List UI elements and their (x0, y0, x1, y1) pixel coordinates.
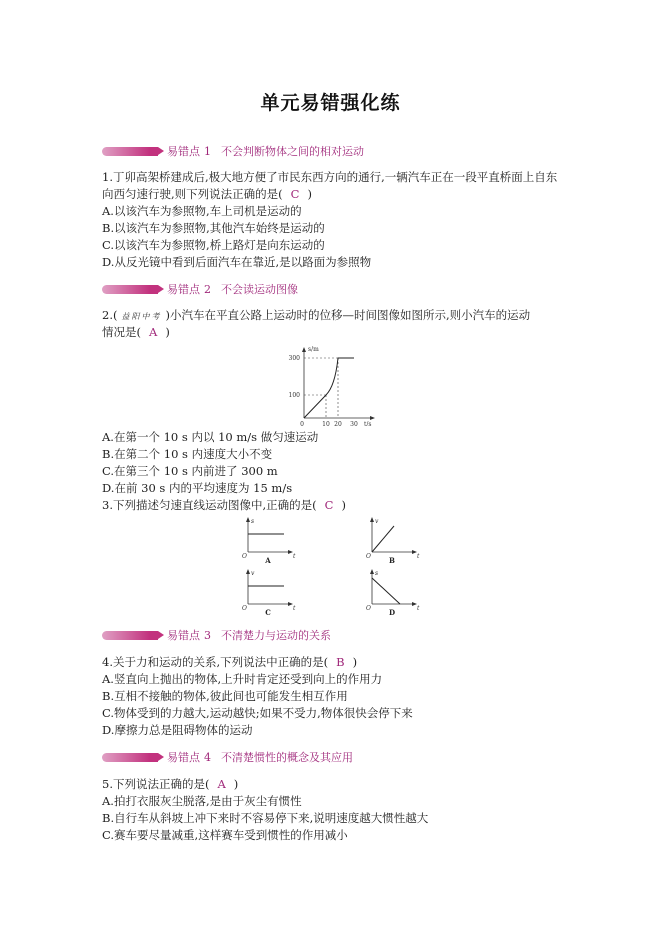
option-b: B.在第二个 10 s 内速度大小不变 (102, 447, 273, 461)
option-a: A.以该汽车为参照物,车上司机是运动的 (102, 204, 302, 218)
x-tick-label: 20 (334, 421, 342, 426)
x-axis-label: t (417, 553, 420, 560)
x-axis-label: t (293, 605, 296, 612)
x-axis-label: t/s (364, 421, 372, 426)
section-header-2 (102, 281, 298, 297)
question-1-stem-cont: 向西匀速行驶,则下列说法正确的是( C ) (102, 187, 312, 201)
y-axis-label: s/m (308, 346, 319, 353)
y-tick-label: 100 (288, 392, 300, 399)
graph-letter: D (388, 608, 396, 616)
question-5-stem: 5.下列说法正确的是( A ) (102, 777, 239, 791)
section-tag-decoration (102, 753, 158, 762)
section-tag-decoration (102, 285, 158, 294)
source-label: 益阳中考 (121, 312, 162, 321)
section-tag-decoration (102, 631, 158, 640)
origin-label: O (242, 553, 247, 560)
answer-mark: C (290, 187, 300, 201)
graph-line (372, 526, 394, 552)
option-a: A.在第一个 10 s 内以 10 m/s 做匀速运动 (102, 430, 319, 444)
section-title: 易错点 3 不清楚力与运动的关系 (167, 629, 331, 642)
y-axis-arrow (302, 347, 306, 352)
option-d-graph (362, 566, 422, 616)
option-b-graph (362, 514, 422, 564)
answer-mark: B (336, 655, 345, 669)
origin-label: O (242, 605, 247, 612)
origin-label: O (366, 553, 371, 560)
section-tag-decoration (102, 147, 158, 156)
graph-line (372, 578, 400, 604)
origin-label: O (366, 605, 371, 612)
answer-mark: A (149, 325, 158, 339)
option-b: B.以该汽车为参照物,其他汽车始终是运动的 (102, 221, 325, 235)
option-d: D.摩擦力总是阻碍物体的运动 (102, 723, 253, 737)
section-header-4 (102, 749, 353, 765)
answer-mark: A (217, 777, 226, 791)
option-d: D.在前 30 s 内的平均速度为 15 m/s (102, 481, 293, 495)
x-axis-arrow (370, 416, 375, 420)
page-title: 单元易错强化练 (260, 92, 401, 114)
option-b: B.互相不接触的物体,彼此间也可能发生相互作用 (102, 689, 348, 703)
option-a-graph (238, 514, 298, 564)
section-header-3 (102, 627, 331, 643)
displacement-time-graph (280, 342, 380, 426)
s-t-curve (304, 358, 354, 418)
x-axis-label: t (417, 605, 420, 612)
x-axis-label: t (293, 553, 296, 560)
x-tick-label: 10 (322, 421, 330, 426)
option-a: A.竖直向上抛出的物体,上升时肯定还受到向上的作用力 (102, 672, 383, 686)
question-2-stem-cont: 情况是( A ) (102, 325, 170, 339)
section-title: 易错点 1 不会判断物体之间的相对运动 (167, 145, 364, 158)
y-tick-label: 300 (288, 355, 300, 362)
option-d: D.从反光镜中看到后面汽车在靠近,是以路面为参照物 (102, 255, 372, 269)
y-axis-label: v (251, 570, 255, 577)
option-c: C.物体受到的力越大,运动越快;如果不受力,物体很快会停下来 (102, 706, 413, 720)
x-tick-label: 30 (350, 421, 358, 426)
y-axis-arrow (246, 569, 250, 574)
option-c: C.在第三个 10 s 内前进了 300 m (102, 464, 278, 478)
y-axis-arrow (370, 517, 374, 522)
option-a: A.拍打衣服灰尘脱落,是由于灰尘有惯性 (102, 794, 302, 808)
answer-mark: C (324, 498, 334, 512)
section-header-1 (102, 143, 364, 159)
option-b: B.自行车从斜坡上冲下来时不容易停下来,说明速度越大惯性越大 (102, 811, 429, 825)
graph-letter: C (265, 608, 271, 616)
question-2-stem: 2.( 益阳中考 )小汽车在平直公路上运动时的位移—时间图像如图所示,则小汽车的运动 (102, 308, 531, 322)
y-axis-label: s (375, 570, 379, 577)
y-axis-label: s (251, 518, 255, 525)
option-c-graph (238, 566, 298, 616)
graph-letter: B (389, 556, 395, 564)
section-title: 易错点 2 不会读运动图像 (167, 283, 298, 296)
y-axis-arrow (246, 517, 250, 522)
y-axis-arrow (370, 569, 374, 574)
section-title: 易错点 4 不清楚惯性的概念及其应用 (167, 751, 353, 764)
y-axis-label: v (375, 518, 379, 525)
graph-letter: A (265, 556, 271, 564)
option-c: C.以该汽车为参照物,桥上路灯是向东运动的 (102, 238, 325, 252)
origin-label: 0 (300, 421, 304, 426)
question-1-stem: 1.丁卯高架桥建成后,极大地方便了市民东西方向的通行,一辆汽车正在一段平直桥面上自东 (102, 170, 558, 184)
option-c: C.赛车要尽量减重,这样赛车受到惯性的作用减小 (102, 828, 348, 842)
question-4-stem: 4.关于力和运动的关系,下列说法中正确的是( B ) (102, 655, 358, 669)
question-3-stem: 3.下列描述匀速直线运动图像中,正确的是( C ) (102, 498, 346, 512)
